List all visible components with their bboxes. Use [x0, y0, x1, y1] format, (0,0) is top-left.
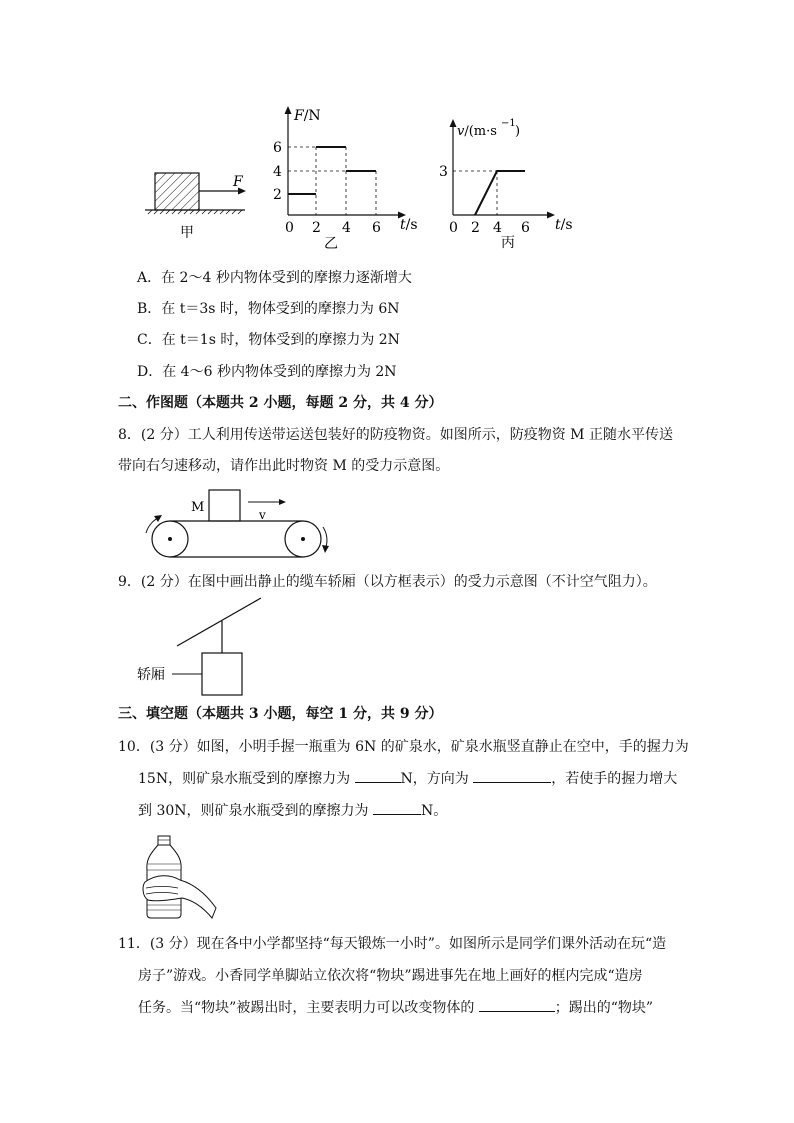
x-axis-label: t/s [555, 217, 573, 233]
bottle-cap [158, 836, 170, 845]
x-tick-2: 2 [312, 220, 321, 236]
q10-line3 [138, 800, 447, 821]
conveyor-figure [138, 485, 338, 560]
force-label: F [233, 174, 243, 190]
x-tick-6: 6 [521, 220, 530, 236]
right-roller-axle [301, 537, 305, 541]
x-tick-6: 6 [372, 220, 381, 236]
velocity-arrowhead [279, 499, 286, 505]
y-axis-label: F/N [294, 108, 321, 124]
y-axis-arrowhead [450, 119, 457, 127]
y-tick-4: 4 [273, 164, 282, 180]
force-graph [288, 147, 376, 194]
ground-hatch [148, 210, 242, 214]
figure-jia [140, 165, 255, 245]
q7-option-d[interactable]: D．在 4～6 秒内物体受到的摩擦力为 2N [137, 364, 397, 380]
y-tick-6: 6 [273, 140, 282, 156]
q10-text-a: 15N，则矿泉水瓶受到的摩擦力为 [138, 771, 355, 787]
cabin-label: 轿厢 [137, 667, 165, 683]
q10-line1: 10．(3 分）如图，小明手握一瓶重为 6N 的矿泉水，矿泉水瓶竖直静止在空中，手的握力为 [118, 739, 689, 755]
q11-line2: 房子”游戏。小香同学单脚站立依次将“物块”踢进事先在地上画好的框内完成“造房 [138, 968, 643, 984]
q11-line1: 11．(3 分）现在各中小学都坚持“每天锻炼一小时”。如图所示是同学们课外活动在玩“造 [118, 936, 667, 952]
q7-option-c[interactable]: C．在 t＝1s 时，物体受到的摩擦力为 2N [137, 332, 400, 348]
x-tick-2: 2 [471, 220, 480, 236]
x-axis-arrowhead [547, 212, 555, 219]
x-tick-4: 4 [493, 220, 502, 236]
y-axis-label-exp: −1 [501, 118, 516, 129]
left-rotation-arrowhead [154, 515, 162, 522]
q10-text-e: N。 [420, 803, 448, 819]
figure-yi [268, 100, 428, 252]
q10-blank-direction[interactable] [473, 768, 551, 783]
q10-blank-friction-2[interactable] [373, 800, 421, 815]
q10-text-d: 到 30N，则矿泉水瓶受到的摩擦力为 [138, 803, 373, 819]
right-rotation-arrow [323, 527, 327, 547]
hatched-block [155, 173, 199, 210]
x-tick-4: 4 [342, 220, 351, 236]
section2-title: 二、作图题（本题共 2 小题，每题 2 分，共 4 分） [118, 395, 443, 411]
cabin-box [202, 653, 242, 695]
q7-option-a[interactable]: A．在 2～4 秒内物体受到的摩擦力逐渐增大 [137, 270, 412, 286]
cable-car-figure [135, 595, 275, 700]
caption-yi: 乙 [324, 236, 338, 252]
velocity-graph [475, 171, 525, 215]
q9-line1: 9．(2 分）在图中画出静止的缆车轿厢（以方框表示）的受力示意图（不计空气阻力）。 [118, 574, 657, 590]
q11-blank-1[interactable] [479, 997, 555, 1012]
x-tick-0: 0 [285, 220, 294, 236]
q11-text-a: 任务。当“物块”被踢出时，主要表明力可以改变物体的 [138, 1000, 479, 1016]
x-tick-0: 0 [449, 220, 458, 236]
package-m [209, 490, 240, 521]
package-m-label: M [191, 500, 205, 515]
x-axis-label: t/s [400, 217, 418, 233]
figure-bing [435, 110, 585, 252]
y-axis-label: v/(m·s [457, 124, 497, 139]
caption-bing: 丙 [501, 235, 515, 251]
q8-line2: 带向右匀速移动，请作出此时物资 M 的受力示意图。 [118, 458, 450, 474]
q7-option-b[interactable]: B．在 t＝3s 时，物体受到的摩擦力为 6N [137, 301, 400, 317]
y-tick-3: 3 [439, 164, 448, 180]
q10-line2 [138, 768, 677, 789]
y-axis-arrowhead [285, 106, 292, 114]
right-rotation-arrowhead [322, 545, 329, 553]
velocity-label: v [259, 508, 266, 522]
dashed-guides [453, 171, 497, 215]
bottle-hand-figure [136, 830, 221, 920]
q10-text-b: N，方向为 [400, 771, 474, 787]
q10-blank-friction[interactable] [355, 768, 401, 783]
q8-line1: 8．(2 分）工人利用传送带运送包装好的防疫物资。如图所示，防疫物资 M 正随水平传送 [118, 427, 673, 443]
cable [177, 598, 261, 646]
q11-text-b: ；踢出的“物块” [554, 1000, 654, 1016]
section3-title: 三、填空题（本题共 3 小题，每空 1 分，共 9 分） [118, 706, 443, 722]
y-tick-2: 2 [273, 187, 282, 203]
q11-line3 [138, 997, 653, 1018]
q10-text-c: ，若使手的握力增大 [551, 771, 678, 787]
dashed-guides [288, 147, 376, 215]
caption-jia: 甲 [180, 225, 194, 241]
y-axis-label-close: ) [515, 124, 521, 139]
left-roller-axle [168, 537, 172, 541]
